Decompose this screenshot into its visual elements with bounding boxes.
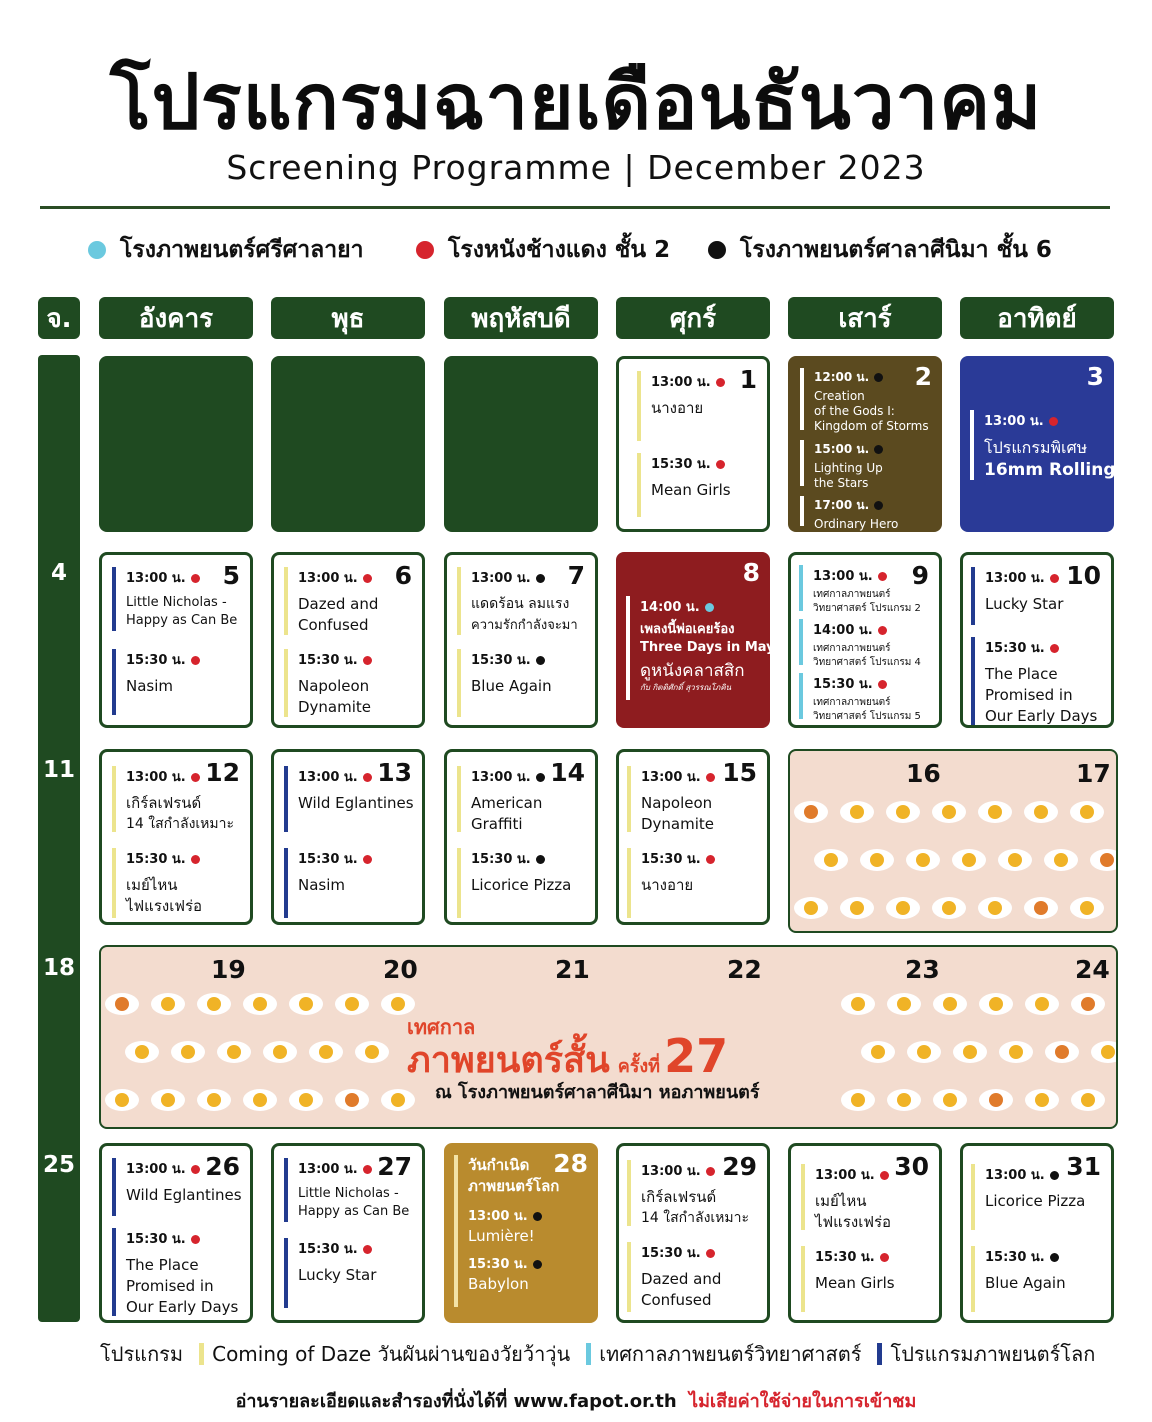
legend-venue-3: โรงภาพยนตร์ศาลาศีนิมา ชั้น 6	[708, 232, 1052, 268]
title-divider	[40, 206, 1110, 209]
egg-decoration	[999, 1041, 1033, 1063]
screening[interactable]: 13:00 น. เทศกาลภาพยนตร์ วิทยาศาสตร์ โปรแกรม 2	[799, 565, 921, 611]
egg-decoration	[1070, 801, 1104, 823]
header-fri: ศุกร์	[616, 297, 770, 339]
egg-decoration	[933, 1089, 967, 1111]
empty-cell	[271, 356, 425, 532]
empty-cell	[99, 356, 253, 532]
screening[interactable]: 15:30 น. Nasim	[112, 649, 200, 715]
legend-venue-2: โรงหนังช้างแดง ชั้น 2	[416, 232, 670, 268]
egg-decoration	[998, 849, 1032, 871]
screening[interactable]: 15:30 น. เทศกาลภาพยนตร์ วิทยาศาสตร์ โปรแกรม 5	[799, 673, 921, 719]
screening[interactable]: 14:00 น. เทศกาลภาพยนตร์ วิทยาศาสตร์ โปรแกรม 4	[799, 619, 921, 665]
day-cell-28[interactable]	[444, 1143, 598, 1323]
screening[interactable]: 13:00 น. Wild Eglantines	[284, 766, 414, 832]
egg-decoration	[841, 993, 875, 1015]
day-number: 22	[727, 955, 762, 984]
egg-decoration	[979, 993, 1013, 1015]
egg-decoration	[381, 993, 415, 1015]
screening[interactable]: 15:30 น. Lucky Star	[284, 1238, 376, 1308]
screening[interactable]: 14:00 น. เพลงนี้พ่อเคยร้อง Three Days in May ดูหนังคลาสสิก กับ กิตติศักดิ์ สุวรรณโภคิน	[626, 596, 775, 700]
egg-decoration	[887, 1089, 921, 1111]
festival-label-1: เทศกาล	[407, 1015, 476, 1039]
egg-decoration	[952, 849, 986, 871]
egg-decoration	[1070, 897, 1104, 919]
egg-decoration	[1044, 849, 1078, 871]
egg-decoration	[841, 1089, 875, 1111]
egg-decoration	[886, 801, 920, 823]
egg-decoration	[1090, 849, 1118, 871]
page-subtitle: Screening Programme | December 2023	[226, 148, 926, 187]
egg-decoration	[335, 1089, 369, 1111]
screening[interactable]: 13:00 น. Wild Eglantines	[112, 1158, 242, 1216]
header-sun: อาทิตย์	[960, 297, 1114, 339]
screening[interactable]: 15:30 น. นางอาย	[627, 848, 715, 918]
footer	[0, 1386, 1152, 1415]
egg-decoration	[105, 1089, 139, 1111]
screening[interactable]: 13:00 น. เมย์ไหน ไฟแรงเฟร่อ	[801, 1164, 891, 1230]
day-number: 28	[553, 1149, 588, 1178]
header-thu: พฤหัสบดี	[444, 297, 598, 339]
day-cell-3[interactable]	[960, 356, 1114, 532]
screening[interactable]: 15:30 น. The Place Promised in Our Early Days	[112, 1228, 238, 1316]
screening[interactable]: 13:00 น. Little Nicholas - Happy as Can Be	[112, 567, 237, 631]
day-number: 12	[205, 758, 240, 787]
day-cell-15[interactable]	[616, 749, 770, 925]
screening[interactable]: 13:00 น. แดดร้อน ลมแรง ความรักกำลังจะมา	[457, 567, 578, 635]
day-cell-1[interactable]	[616, 356, 770, 532]
egg-decoration	[1024, 897, 1058, 919]
day-number: 26	[205, 1152, 240, 1181]
screening[interactable]: 13:00 น. Dazed and Confused	[284, 567, 378, 635]
screening[interactable]: 15:30 น. Dazed and Confused	[627, 1242, 721, 1312]
egg-decoration	[794, 801, 828, 823]
week-number: 25	[42, 1152, 75, 1178]
day-number: 9	[911, 561, 929, 590]
festival-venue: ณ โรงภาพยนตร์ศาลาศีนิมา หอภาพยนตร์	[435, 1082, 760, 1103]
screening[interactable]: 13:00 น. นางอาย	[637, 371, 725, 441]
egg-decoration	[861, 1041, 895, 1063]
day-cell-2[interactable]	[788, 356, 942, 532]
screening[interactable]: 13:00 น. เกิร์ลเฟรนด์ 14 ใสกำลังเหมาะ	[112, 766, 234, 832]
day-number: 14	[550, 758, 585, 787]
egg-decoration	[289, 993, 323, 1015]
egg-decoration	[887, 993, 921, 1015]
day-number: 30	[894, 1152, 929, 1181]
screening[interactable]: 13:00 น. Napoleon Dynamite	[627, 766, 715, 832]
day-number: 19	[211, 955, 246, 984]
day-cell-26[interactable]	[99, 1143, 253, 1323]
egg-decoration	[335, 993, 369, 1015]
day-cell-14[interactable]	[444, 749, 598, 925]
egg-decoration	[978, 897, 1012, 919]
egg-decoration	[932, 897, 966, 919]
festival-label-2: ภาพยนตร์สั้น ครั้งที่27	[407, 1029, 729, 1083]
egg-decoration	[151, 1089, 185, 1111]
day-number: 10	[1066, 561, 1101, 590]
screening[interactable]: 13:00 น. Little Nicholas - Happy as Can Be	[284, 1158, 409, 1222]
egg-decoration	[933, 993, 967, 1015]
egg-decoration	[381, 1089, 415, 1111]
screening[interactable]: 13:00 น. เกิร์ลเฟรนด์ 14 ใสกำลังเหมาะ	[627, 1160, 749, 1226]
day-number: 29	[722, 1152, 757, 1181]
day-number: 21	[555, 955, 590, 984]
egg-decoration	[932, 801, 966, 823]
egg-decoration	[794, 897, 828, 919]
day-number: 5	[222, 561, 240, 590]
egg-decoration	[1071, 1089, 1105, 1111]
screening[interactable]: 13:00 น. American Graffiti	[457, 766, 545, 832]
egg-decoration	[125, 1041, 159, 1063]
legend-venue-1: โรงภาพยนตร์ศรีศาลายา	[88, 232, 364, 268]
festival-band-19-24	[99, 945, 1118, 1129]
day-cell-29[interactable]	[616, 1143, 770, 1323]
egg-decoration	[1091, 1041, 1118, 1063]
egg-decoration	[289, 1089, 323, 1111]
screening[interactable]: 15:30 น. Mean Girls	[801, 1246, 895, 1312]
egg-decoration	[197, 1089, 231, 1111]
screening[interactable]: 15:30 น. เมย์ไหน ไฟแรงเฟร่อ	[112, 848, 202, 918]
red-dot-icon	[416, 241, 434, 259]
day-number: 31	[1066, 1152, 1101, 1181]
day-number: 20	[383, 955, 418, 984]
day-cell-6[interactable]	[271, 552, 425, 728]
screening[interactable]: 13:00 น. Licorice Pizza	[971, 1164, 1085, 1230]
cyan-bar-icon	[586, 1343, 591, 1365]
header-mon: จ.	[38, 297, 80, 339]
egg-decoration	[840, 897, 874, 919]
day-cell-27[interactable]	[271, 1143, 425, 1323]
day-number: 24	[1075, 955, 1110, 984]
screening[interactable]: 15:30 น. Mean Girls	[637, 453, 731, 517]
yellow-bar-icon	[199, 1343, 204, 1365]
screening[interactable]: 15:30 น. Napoleon Dynamite	[284, 649, 372, 717]
egg-decoration	[978, 801, 1012, 823]
day-number: 13	[377, 758, 412, 787]
day-cell-12[interactable]	[99, 749, 253, 925]
egg-decoration	[355, 1041, 389, 1063]
screening[interactable]: 15:30 น. The Place Promised in Our Early Days	[971, 637, 1097, 725]
day-cell-31[interactable]	[960, 1143, 1114, 1323]
day-cell-9[interactable]	[788, 552, 942, 728]
egg-decoration	[840, 801, 874, 823]
egg-decoration	[217, 1041, 251, 1063]
egg-decoration	[105, 993, 139, 1015]
egg-decoration	[953, 1041, 987, 1063]
egg-decoration	[906, 849, 940, 871]
egg-decoration	[1071, 993, 1105, 1015]
program-science: เทศกาลภาพยนตร์วิทยาศาสตร์	[599, 1342, 862, 1366]
day-cell-7[interactable]	[444, 552, 598, 728]
empty-cell	[444, 356, 598, 532]
screening[interactable]: 12:00 น. Creation of the Gods I: Kingdom of Storms	[800, 368, 929, 430]
egg-decoration	[1024, 801, 1058, 823]
header-tue: อังคาร	[99, 297, 253, 339]
egg-decoration	[907, 1041, 941, 1063]
day-number: 16	[906, 759, 941, 788]
day-cell-8[interactable]	[616, 552, 775, 728]
week-number: 18	[42, 955, 75, 981]
program-legend-label: โปรแกรม	[100, 1342, 184, 1366]
black-dot-icon	[708, 241, 726, 259]
day-cell-13[interactable]	[271, 749, 425, 925]
header-sat: เสาร์	[788, 297, 942, 339]
egg-decoration	[263, 1041, 297, 1063]
footer-text[interactable]: อ่านรายละเอียดและสำรองที่นั่งได้ที่ www.fapot.or.th	[235, 1391, 677, 1412]
screening[interactable]: 15:30 น. Licorice Pizza	[457, 848, 571, 918]
day-number: 2	[914, 362, 932, 391]
day-number: 27	[377, 1152, 412, 1181]
egg-decoration	[243, 1089, 277, 1111]
footer-free: ไม่เสียค่าใช้จ่ายในการเข้าชม	[689, 1391, 917, 1412]
screening[interactable]: 13:00 น. โปรแกรมพิเศษ 16mm Rolling	[970, 410, 1116, 480]
program-coming-of-daze: Coming of Daze วันผันผ่านของวัยว้าวุ่น	[212, 1342, 571, 1366]
program-legend	[100, 1338, 1095, 1370]
screening[interactable]: 17:00 น. Ordinary Hero	[800, 496, 898, 526]
egg-decoration	[1025, 1089, 1059, 1111]
egg-decoration	[979, 1089, 1013, 1111]
day-number: 15	[722, 758, 757, 787]
egg-decoration	[814, 849, 848, 871]
day-number: 3	[1086, 362, 1104, 391]
egg-decoration	[860, 849, 894, 871]
screening[interactable]: วันกำเนิด ภาพยนตร์โลก 13:00 น. Lumière! 15:30 น. Babylon	[454, 1155, 559, 1307]
egg-decoration	[886, 897, 920, 919]
egg-decoration	[309, 1041, 343, 1063]
screening[interactable]: 13:00 น. Lucky Star	[971, 567, 1063, 625]
festival-band-16-17	[788, 749, 1118, 933]
day-number: 23	[905, 955, 940, 984]
day-cell-30[interactable]	[788, 1143, 942, 1323]
screening[interactable]: 15:30 น. Blue Again	[457, 649, 552, 717]
screening[interactable]: 15:00 น. Lighting Up the Stars	[800, 440, 883, 486]
day-cell-10[interactable]	[960, 552, 1114, 728]
day-number: 7	[567, 561, 585, 590]
week-number: 11	[42, 757, 75, 783]
egg-decoration	[243, 993, 277, 1015]
egg-decoration	[1025, 993, 1059, 1015]
day-number: 17	[1076, 759, 1111, 788]
week-number: 4	[50, 560, 67, 586]
header-wed: พุธ	[271, 297, 425, 339]
day-cell-5[interactable]	[99, 552, 253, 728]
screening[interactable]: 15:30 น. Blue Again	[971, 1246, 1066, 1312]
program-world: โปรแกรมภาพยนตร์โลก	[890, 1342, 1096, 1366]
blue-bar-icon	[877, 1343, 882, 1365]
day-number: 6	[394, 561, 412, 590]
egg-decoration	[151, 993, 185, 1015]
egg-decoration	[197, 993, 231, 1015]
egg-decoration	[171, 1041, 205, 1063]
day-number: 8	[742, 558, 760, 587]
day-number: 1	[739, 365, 757, 394]
cyan-dot-icon	[88, 241, 106, 259]
page-title: โปรแกรมฉายเดือนธันวาคม	[109, 57, 1043, 146]
egg-decoration	[1045, 1041, 1079, 1063]
screening[interactable]: 15:30 น. Nasim	[284, 848, 372, 918]
